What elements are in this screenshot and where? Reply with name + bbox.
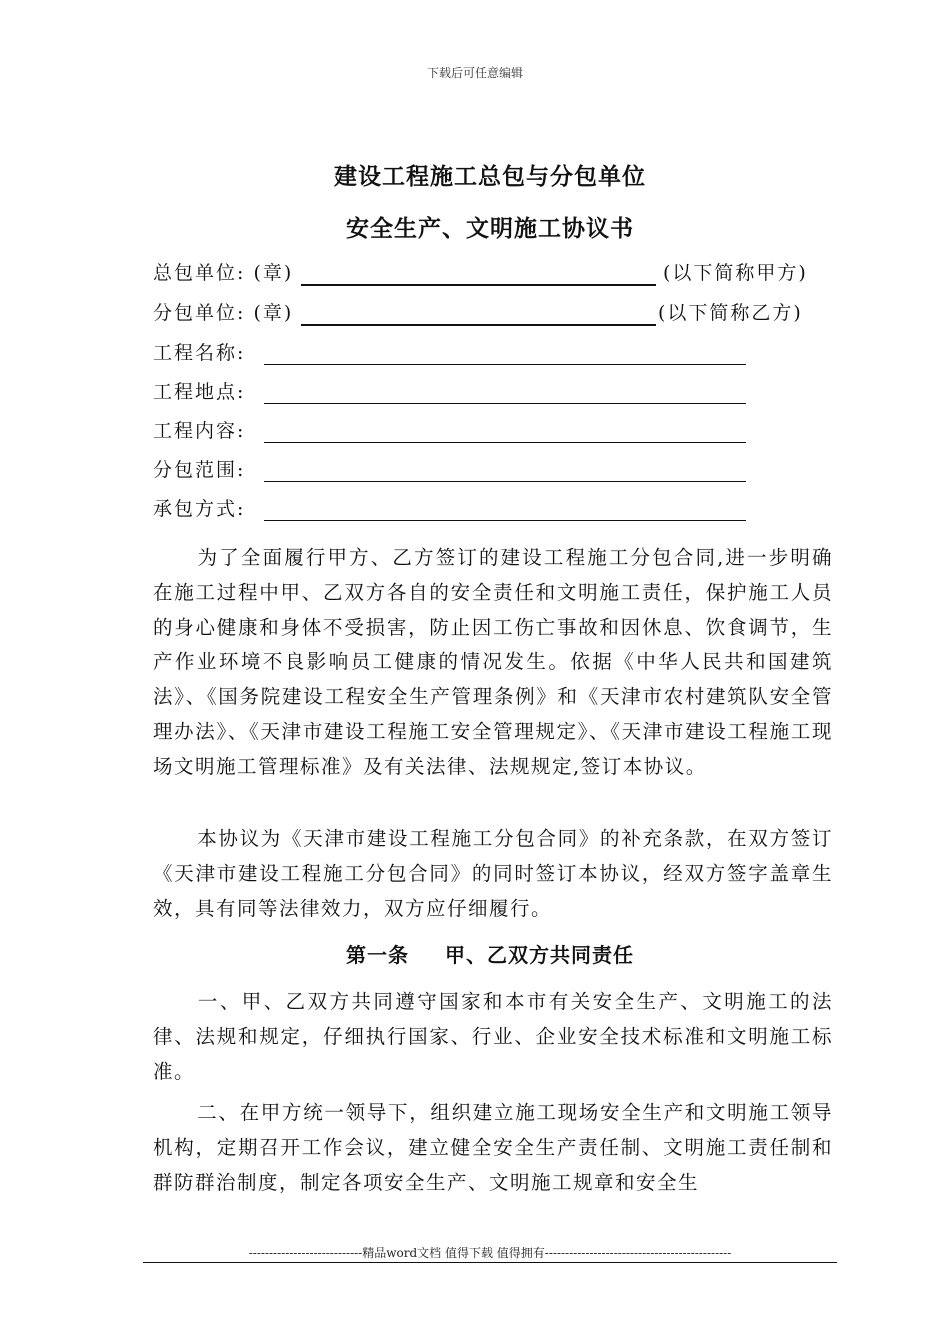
subcontractor-field xyxy=(153,298,843,326)
project-content-blank xyxy=(264,442,746,443)
subcontractor-label: 分包单位: (章) xyxy=(153,302,294,324)
article-number: 第一条 xyxy=(346,943,409,967)
supplement-paragraph-text: 本协议为《天津市建设工程施工分包合同》的补充条款，在双方签订《天津市建设工程施工分包合同》的同时签订本协议，经双方签字盖章生效，具有同等法律效力，双方应仔细履行。 xyxy=(153,827,833,920)
header-note: 下载后可任意编辑 xyxy=(426,66,523,80)
document-title-line-1: 建设工程施工总包与分包单位 xyxy=(334,163,646,190)
document-title-line-2: 安全生产、文明施工协议书 xyxy=(346,215,634,242)
project-name-field xyxy=(153,338,753,366)
project-location-field xyxy=(153,377,753,405)
general-contractor-label: 总包单位: (章) xyxy=(153,262,294,284)
clause-2-text: 二、在甲方统一领导下，组织建立施工现场安全生产和文明施工领导机构，定期召开工作会议，建立健全安全生产责任制、文明施工责任制和群防群治制度，制定各项安全生产、文明施工规章和安全生 xyxy=(153,1101,833,1194)
project-location-label: 工程地点: xyxy=(153,381,246,403)
clause-1 xyxy=(153,985,833,1089)
contract-method-label: 承包方式: xyxy=(153,498,246,520)
contract-method-blank xyxy=(264,520,746,521)
general-contractor-field xyxy=(153,258,843,286)
project-location-blank xyxy=(264,403,746,404)
general-contractor-suffix: (以下简称甲方) xyxy=(663,262,808,284)
contract-method-field xyxy=(153,494,753,522)
intro-paragraph xyxy=(153,541,833,785)
subcontract-scope-field xyxy=(153,455,753,483)
article-title: 甲、乙双方共同责任 xyxy=(445,943,634,967)
subcontractor-blank xyxy=(301,324,656,326)
footer-rule xyxy=(143,1262,837,1263)
project-name-label: 工程名称: xyxy=(153,342,246,364)
clause-1-text: 一、甲、乙双方共同遵守国家和本市有关安全生产、文明施工的法律、法规和规定，仔细执行国家、行业、企业安全技术标准和文明施工标准。 xyxy=(153,990,833,1083)
footer-text: ----------------------------精品word文档 值得下载 值得拥有---------------------------------------------- xyxy=(248,1246,732,1260)
intro-paragraph-text: 为了全面履行甲方、乙方签订的建设工程施工分包合同,进一步明确在施工过程中甲、乙双方各自的安全责任和文明施工责任，保护施工人员的身心健康和身体不受损害，防止因工伤亡事故和因休息、饮食调节，生产作业环境不良影响员工健康的情况发生。依据《中华人民共和国建筑法》、《国务院建设工程安全生产管理条例》和《天津市农村建筑队安全管理办法》、《天津市建设工程施工安全管理规定》、《天津市建设工程施工现场文明施工管理标准》及有关法律、法规规定,签订本协议。 xyxy=(153,546,833,778)
subcontract-scope-label: 分包范围: xyxy=(153,459,246,481)
supplement-paragraph xyxy=(153,822,833,926)
project-name-blank xyxy=(264,364,746,365)
clause-2 xyxy=(153,1096,833,1200)
article-heading xyxy=(0,939,950,968)
general-contractor-blank xyxy=(301,284,656,286)
subcontract-scope-blank xyxy=(264,481,746,482)
project-content-field xyxy=(153,416,753,444)
project-content-label: 工程内容: xyxy=(153,420,246,442)
subcontractor-suffix: (以下简称乙方) xyxy=(658,302,803,324)
